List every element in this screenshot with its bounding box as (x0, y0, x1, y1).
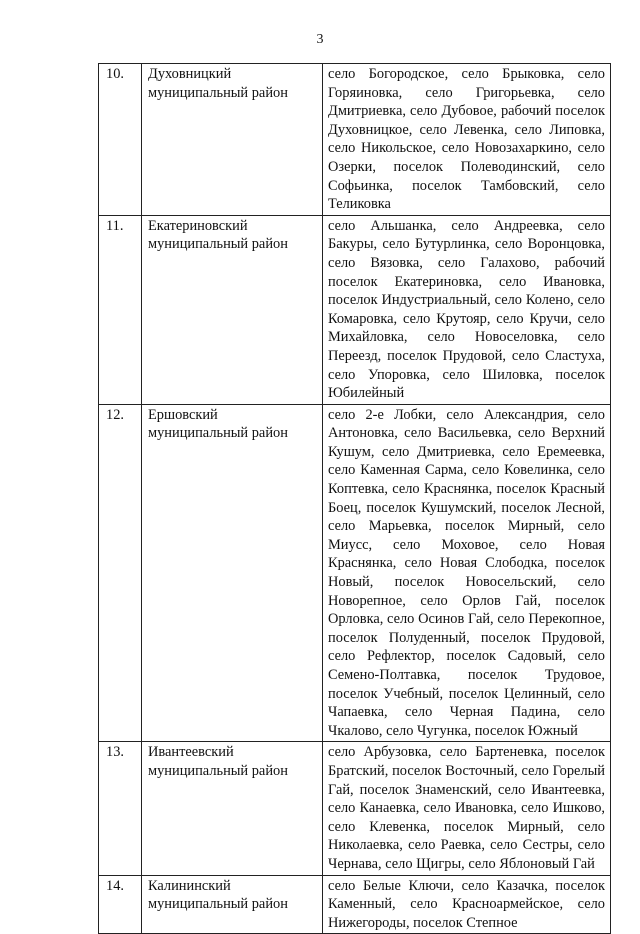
row-number: 12. (99, 404, 142, 742)
table-row (99, 64, 611, 216)
row-number: 14. (99, 875, 142, 934)
settlements-text: село Богородское, село Брыковка, село Горяиновка, село Григорьевка, село Дмитриевка, село Дубовое, рабочий поселок Духовницкое, село Левенка, село Липовка, село Никольское, село Новозахаркино, село Озерки, поселок Полеводинский, село Софьинка, поселок Тамбовский, село Теликовка (328, 66, 605, 213)
district-name: Ершовский муниципальный район (142, 404, 323, 742)
settlements-list (323, 64, 611, 216)
district-name: Духовницкий муниципальный район (142, 64, 323, 216)
table-row (99, 215, 611, 404)
row-number: 10. (99, 64, 142, 216)
settlements-list (323, 875, 611, 934)
district-name: Калининский муниципальный район (142, 875, 323, 934)
district-name: Екатериновский муниципальный район (142, 215, 323, 404)
table-row (99, 404, 611, 742)
settlements-text: село Альшанка, село Андреевка, село Бакуры, село Бутурлинка, село Воронцовка, село Вязовка, село Галахово, рабочий поселок Екатериновка, село Ивановка, поселок Индустриальный, село Колено, село Комаровка, село Крутояр, село Кручи, село Михайловка, село Новоселовка, село Переезд, поселок Прудовой, село Сластуха, село Упоровка, село Шиловка, поселок Юбилейный (328, 217, 605, 402)
table-row (99, 875, 611, 934)
row-number: 11. (99, 215, 142, 404)
settlements-table (98, 63, 611, 934)
settlements-text: село Арбузовка, село Бартеневка, поселок Братский, поселок Восточный, село Горелый Гай, поселок Знаменский, село Ивантеевка, село Канаевка, село Ивановка, село Ишково, село Клевенка, поселок Мирный, село Николаевка, село Раевка, село Сестры, село Чернава, село Щигры, село Яблоновый Гай (328, 744, 605, 872)
row-number: 13. (99, 742, 142, 875)
page-number: 3 (316, 32, 324, 47)
settlements-text: село 2-е Лобки, село Александрия, село Антоновка, село Васильевка, село Верхний Кушум, село Дмитриевка, село Еремеевка, село Каменная Сарма, село Ковелинка, село Коптевка, село Краснянка, поселок Красный Боец, поселок Кушумский, поселок Лесной, село Марьевка, поселок Мирный, село Миусс, село Моховое, село Новая Краснянка, село Новая Слободка, поселок Новый, поселок Новосельский, село Новорепное, село Орлов Гай, поселок Орловка, село Осинов Гай, село Перекопное, поселок Полуденный, поселок Прудовой, село Рефлектор, поселок Садовый, село Семено-Полтавка, поселок Трудовое, поселок Учебный, поселок Целинный, село Чапаевка, село Черная Падина, село Чкалово, село Чугунка, поселок Южный (328, 406, 605, 739)
settlements-list (323, 404, 611, 742)
settlements-list (323, 742, 611, 875)
settlements-text: село Белые Ключи, село Казачка, поселок Каменный, село Красноармейское, село Нижегороды, поселок Степное (328, 877, 605, 931)
district-name: Ивантеевский муниципальный район (142, 742, 323, 875)
settlements-list (323, 215, 611, 404)
table-row (99, 742, 611, 875)
